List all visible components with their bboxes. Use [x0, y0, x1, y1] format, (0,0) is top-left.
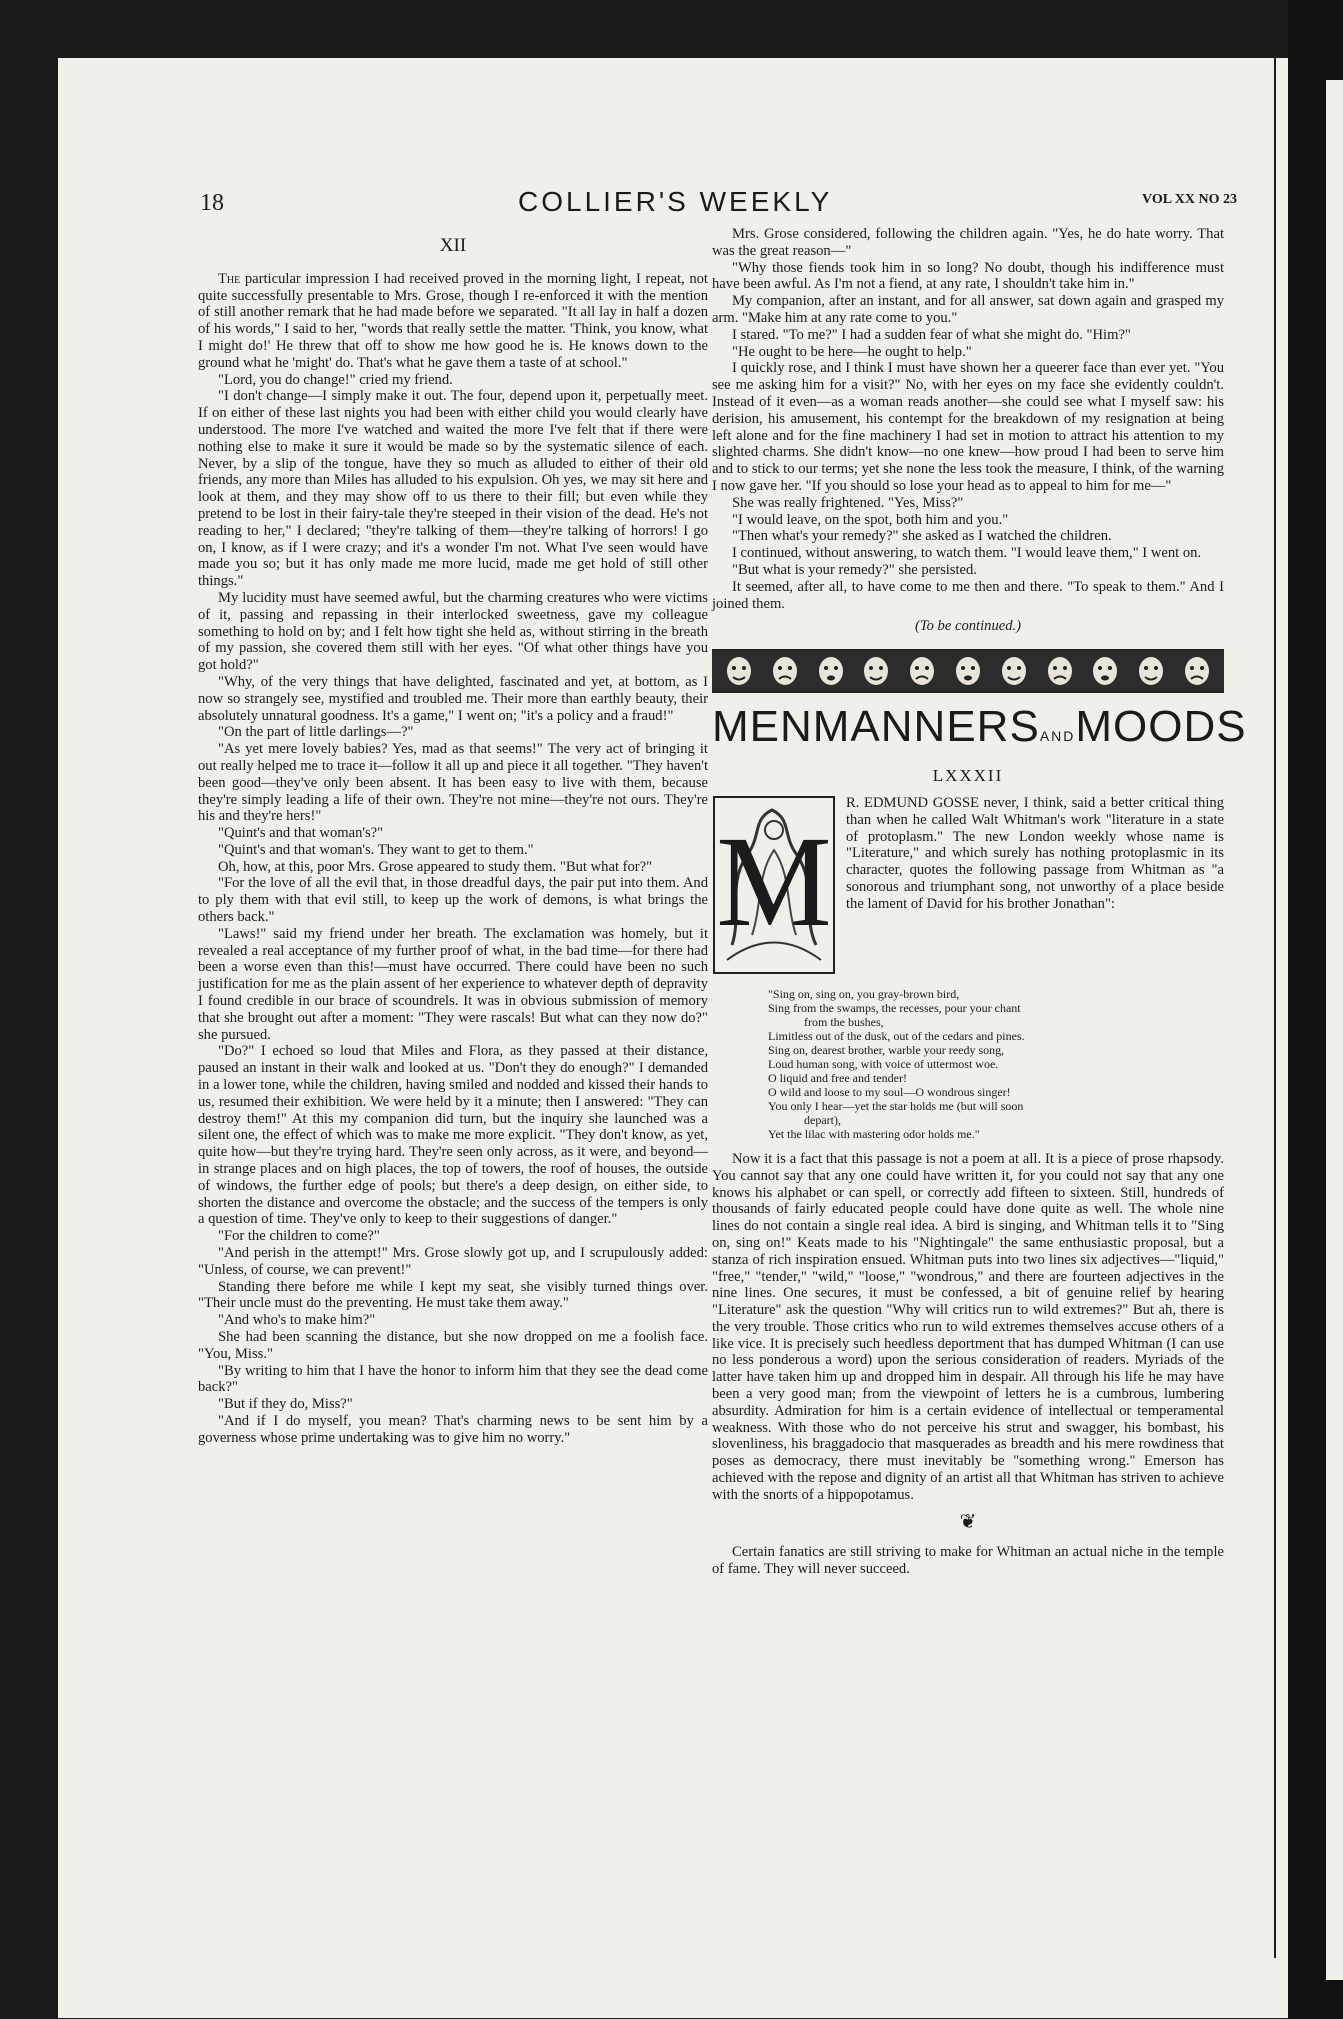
story-paragraph: "And if I do myself, you mean? That's charming news to be sent him by a governess whose prime undertaking was to give him no worry." — [198, 1412, 708, 1446]
story-paragraph: Mrs. Grose considered, following the children again. "Yes, he do hate worry. That was the great reason—" — [712, 226, 1224, 259]
story-paragraph: My lucidity must have seemed awful, but the charming creatures who were victims of it, passing and repassing in their interlocked sweetness, gave my colleague something to hold on by; and I felt how tight she held as, without stirring in the breath of my passion, she covered them still with her eyes. "Of what other things have you got hold?" — [198, 589, 708, 674]
story-paragraph: "And who's to make him?" — [218, 1312, 376, 1329]
story-paragraph: "For the love of all the evil that, in those dreadful days, the pair put into them. And to ply them with that evil still, to keep up the work of demons, is what brings the others back." — [198, 875, 708, 926]
right-column — [712, 226, 1247, 1886]
poem-line: Sing from the swamps, the recesses, pour your chant — [768, 1000, 1021, 1015]
poem-line: O wild and loose to my soul—O wondrous singer! — [768, 1084, 1011, 1099]
poem-line: O liquid and free and tender! — [768, 1070, 907, 1085]
mask-face-icon — [953, 655, 983, 687]
story-paragraph: She had been scanning the distance, but she now dropped on me a foolish face. "You, Miss." — [198, 1329, 708, 1362]
volume-label: VOL XX NO 23 — [1142, 192, 1238, 207]
poem-line: Sing on, dearest brother, warble your reedy song, — [768, 1042, 1005, 1057]
story-paragraph: "But what is your remedy?" she persisted. — [732, 561, 977, 578]
title-word: MEN — [712, 702, 813, 752]
chapter-number: XII — [439, 235, 467, 256]
mask-face-icon — [1045, 655, 1075, 687]
story-paragraph: It seemed, after all, to have come to me then and there. "To speak to them." And I joined them. — [712, 578, 1224, 612]
story-paragraph: "He ought to be here—he ought to help." — [732, 343, 972, 360]
next-page-edge — [1326, 80, 1343, 1980]
story-paragraph: "Quint's and that woman's. They want to get to them." — [218, 841, 534, 858]
story-paragraph: My companion, after an instant, and for all answer, sat down again and grasped my arm. "Make him at any rate come to you." — [712, 293, 1224, 326]
mask-face-icon — [1136, 655, 1166, 687]
mask-face-icon — [724, 655, 754, 687]
intro-paragraph: R. EDMUND GOSSE never, I think, said a better critical thing than when he called Walt Whitman's work "literature in a state of protoplasm." The new London weekly whose name is "Literature," and which surely has nothing protoplasmic in its character, quotes the following passage from Whitman as "a sonorous and triumphant song, not unworthy of a place beside the lament of David for his brother Jonathan": — [846, 794, 1224, 912]
title-and: AND — [1039, 728, 1076, 745]
poem-line: Loud human song, with voice of uttermost woe. — [768, 1056, 999, 1071]
story-paragraph: "Lord, you do change!" cried my friend. — [218, 371, 453, 388]
poem-line: "Sing on, sing on, you gray-brown bird, — [768, 986, 960, 1001]
title-word: MOODS — [1075, 702, 1247, 752]
story-paragraph: Standing there before me while I kept my seat, she visibly turned things over. "Their uncle must do the preventing. He must take them away." — [198, 1278, 708, 1312]
first-word: The — [218, 270, 241, 287]
story-paragraph: I quickly rose, and I think I must have shown her a queerer face than ever yet. "You see me asking him for a visit?" No, with her eyes on my face she evidently couldn't. Instead of it even—as a woman reads another—she could see what I myself saw: his derision, his amusement, his contempt for the breakdown of my resignation at being left alone and for the fine machinery I had set in motion to attract his attention to my slighted charms. She didn't know—no one knew—how proud I had been to serve him and to stick to our terms; yet she none the less took the measure, I think, of the warning I now gave her. "If you should so lose your head as to appeal to him for me—" — [712, 360, 1224, 494]
publication-title: COLLIER'S WEEKLY — [518, 186, 833, 217]
poem-line: from the bushes, — [804, 1014, 884, 1029]
poem-line: Limitless out of the dusk, out of the cedars and pines. — [768, 1028, 1025, 1043]
mask-face-icon — [816, 655, 846, 687]
story-paragraph: "On the part of little darlings—?" — [218, 724, 414, 741]
faces-frieze-ornament — [712, 649, 1224, 693]
essay-intro — [712, 795, 1224, 979]
quoted-poem — [768, 987, 1224, 1141]
story-paragraph: I stared. "To me?" I had a sudden fear of what she might do. "Him?" — [732, 326, 1131, 343]
mask-face-icon — [999, 655, 1029, 687]
story-paragraph: "And perish in the attempt!" Mrs. Grose slowly got up, and I scrupulously added: "Unless, of course, we can prevent!" — [198, 1245, 708, 1278]
story-paragraph: "As yet mere lovely babies? Yes, mad as that seems!" The very act of bringing it out really helped me to trace it—follow it all up and piece it all together. "They haven't been good—they've only been absent. It has been easy to live with them, because they're simply leading a life of their own. They're not mine—they're not ours. They're his and they're hers!" — [198, 741, 708, 825]
to-be-continued: (To be continued.) — [914, 618, 1022, 635]
page-rule — [1274, 58, 1276, 1958]
page-number: 18 — [200, 190, 224, 216]
story-paragraph: "Then what's your remedy?" she asked as I watched the children. — [732, 528, 1112, 545]
poem-line: Yet the lilac with mastering odor holds me." — [768, 1126, 980, 1141]
column-number: LXXXII — [932, 766, 1004, 786]
story-paragraph: "For the children to come?" — [218, 1228, 380, 1245]
essay-paragraph: Certain fanatics are still striving to make for Whitman an actual niche in the temple of fame. They will never succeed. — [712, 1544, 1224, 1578]
story-paragraph: "I would leave, on the spot, both him and you." — [732, 511, 1009, 528]
mask-face-icon — [1182, 655, 1212, 687]
story-paragraph: "Why, of the very things that have delighted, fascinated and yet, at bottom, as I now so strangely see, mystified and troubled me. Their more than earthly beauty, their absolutely unnatural goodness. It's a game," I went on; "it's a policy and a fraud!" — [198, 673, 708, 724]
column-title — [712, 702, 1247, 760]
mask-face-icon — [861, 655, 891, 687]
dropcap-letter: M — [716, 809, 832, 954]
story-paragraph: "I don't change—I simply make it out. The four, depend upon it, perpetually meet. If on either of these last nights you had been with either child you would clearly have understood. The more I've watched and waited the more I've felt that if there were nothing else to make it sure it would be made so by the systematic silence of each. Never, by a slip of the tongue, have they so much as alluded to either of their old friends, any more than Miles has alluded to his expulsion. Oh yes, we may sit here and look at them, and they may show off to us there to their fill; but even while they pretend to be lost in their fairy-tale they're steeped in their vision of the dead. He's not reading to her," I declared; "they're talking of them—they're talking of horrors! I go on, I know, as if I were crazy; and it's a wonder I'm not. What I've seen would have made you so; but it has only made me more lucid, made me get hold of still other things." — [198, 388, 708, 590]
mask-face-icon — [907, 655, 937, 687]
mask-face-icon — [770, 655, 800, 687]
story-paragraph: I continued, without answering, to watch them. "I would leave them," I went on. — [732, 545, 1202, 562]
story-paragraph: She was really frightened. "Yes, Miss?" — [732, 494, 964, 511]
left-column — [198, 226, 708, 1886]
story-paragraph: "Why those fiends took him in so long? No doubt, though his indifference must have been awful. As I'm not a fiend, at any rate, I shouldn't take him in." — [712, 259, 1224, 293]
story-paragraph: "Laws!" said my friend under her breath. The exclamation was homely, but it revealed a real acceptance of my further proof of what, in the bad time—for there had been a worse even than this!—must have occurred. There could have been no such justification for me as the plain assent of her experience to whatever depth of depravity I found credible in our brace of scoundrels. It was in obvious submission of memory that she brought out after a moment: "They were rascals! But what can they now do?" she pursued. — [198, 925, 708, 1043]
mask-face-icon — [1090, 655, 1120, 687]
story-paragraph: "By writing to him that I have the honor to inform him that they see the dead come back?" — [198, 1362, 708, 1396]
story-paragraph: "Do?" I echoed so loud that Miles and Flora, as they passed at their distance, paused an instant in their walk and looked at us. "Don't they do enough?" I demanded in a lower tone, while the children, having smiled and nodded and kissed their hands to us, resumed their exhibition. We were held by it a minute; then I answered: "They can destroy them!" At this my companion did turn, but the inquiry she launched was a silent one, the effect of which was to make me more explicit. "They don't know, as yet, quite how—but they're trying hard. They're seen only across, as it were, and beyond—in strange places and on high places, the top of towers, the roof of houses, the outside of windows, the further edge of pools; but there's a deep design, on either side, to shorten the distance and overcome the obstacle; and the success of the tempers is only a question of time. They've only to keep to their suggestions of danger." — [198, 1043, 708, 1228]
poem-line: depart), — [804, 1112, 841, 1127]
story-paragraph: Oh, how, at this, poor Mrs. Grose appeared to study them. "But what for?" — [218, 858, 653, 875]
poem-line: You only I hear—yet the star holds me (but will soon — [768, 1098, 1024, 1113]
title-word: MANNERS — [812, 702, 1040, 752]
story-paragraph: "Quint's and that woman's?" — [218, 825, 384, 842]
paragraph-text: particular impression I had received proved in the morning light, I repeat, not quite successfully presentable to Mrs. Grose, though I re-enforced it with the mention of still another remark that he had made before we separated. "It all lay in half a dozen of his words," I said to her, "words that really settle the matter. 'Think, you know, what I might do!' He threw that off to show me how good he is. He knows down to the ground what he 'might' do. That's what he gave them a taste of at school." — [198, 270, 708, 371]
fleuron-ornament: ❦ — [959, 1510, 977, 1533]
essay-paragraph: Now it is a fact that this passage is not a poem at all. It is a piece of prose rhapsody. You cannot say that any one could have written it, for you could not say that any one knows his alphabet or can spell, or correctly add fifteen to sixteen. Still, hundreds of thousands of fairly educated people could have done quite as well. The whole nine lines do not contain a single real idea. A bird is singing, and Whitman tells it to "Sing on, sing on!" Keats made to his "Nightingale" the same enthusiastic proposal, but a stanza of rich inspiration ensued. Whitman puts into two lines six adjectives—"liquid," "free," "tender," "wild," "loose," "wondrous," and there are fourteen adjectives in the nine lines. One secures, it must be confessed, a bit of genuine relief by hearing "Literature" ask the question "Why will critics run to wild extremes?" But ah, there is the very trouble. Those critics who run to wild extremes themselves accuse others of a like vice. It is precisely such heedless deportment that has dumped Whitman (I can use no less ponderous a word) upon the serious consideration of readers. Myriads of the latter have taken him up and dropped him in despair. All through his life he may have been a very good man; from the viewpoint of letters he is a cumbrous, lumbering absurdity. Admiration for him is a certain evidence of intellectual or temperamental weakness. With those who do not perceive his strut and swagger, his bombast, his slovenliness, his braggadocio that masquerades as breadth and his mere rowdiness that poses as democracy, there must inevitably be "something wrong." Emerson has achieved with the repose and dignity of an artist all that Whitman has striven to achieve with the snorts of a hippopotamus. — [712, 1150, 1224, 1503]
story-paragraph — [198, 271, 708, 372]
ornamental-dropcap-m — [712, 795, 836, 975]
story-paragraph: "But if they do, Miss?" — [218, 1396, 353, 1413]
